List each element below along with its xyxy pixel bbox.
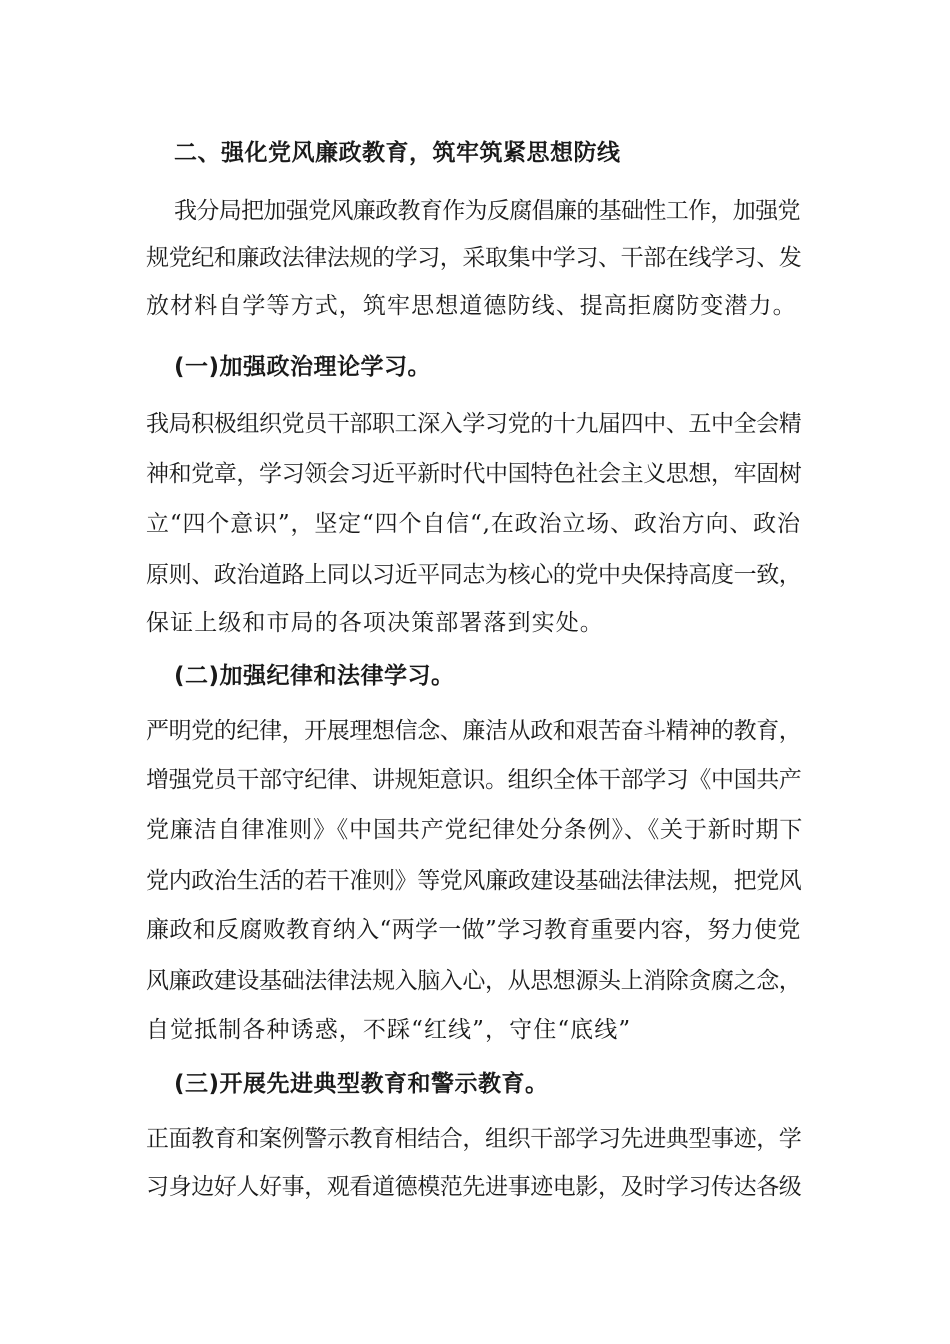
paragraph-line: 正面教育和案例警示教育相结合，组织干部学习先进典型事迹，学: [146, 1126, 802, 1152]
intro-paragraph-line: 规党纪和廉政法律法规的学习，采取集中学习、干部在线学习、发: [146, 245, 802, 271]
paragraph-line: 习身边好人好事，观看道德模范先进事迹电影，及时学习传达各级: [146, 1174, 802, 1200]
paragraph-line: 原则、政治道路上同以习近平同志为核心的党中央保持高度一致，: [146, 562, 802, 588]
paragraph-line: 严明党的纪律，开展理想信念、廉洁从政和艰苦奋斗精神的教育，: [146, 718, 802, 744]
paragraph-line: 我局积极组织党员干部职工深入学习党的十九届四中、五中全会精: [146, 411, 802, 437]
paragraph-line: 神和党章，学习领会习近平新时代中国特色社会主义思想，牢固树: [146, 461, 802, 487]
subsection-heading-2: (二)加强纪律和法律学习。: [174, 663, 455, 689]
intro-paragraph-line: 我分局把加强党风廉政教育作为反腐倡廉的基础性工作，加强党: [174, 198, 800, 224]
subsection-heading-1: (一)加强政治理论学习。: [174, 354, 432, 380]
paragraph-line: 保证上级和市局的各项决策部署落到实处。: [146, 610, 604, 636]
subsection-heading-3: (三)开展先进典型教育和警示教育。: [174, 1071, 549, 1097]
intro-paragraph-line: 放材料自学等方式，筑牢思想道德防线、提高拒腐防变潜力。: [146, 293, 797, 319]
paragraph-line: 党内政治生活的若干准则》等党风廉政建设基础法律法规，把党风: [146, 868, 802, 894]
paragraph-line: 廉政和反腐败教育纳入“两学一做”学习教育重要内容，努力使党: [146, 917, 801, 943]
paragraph-line: 立“四个意识”，坚定“四个自信“,在政治立场、政治方向、政治: [146, 511, 801, 537]
paragraph-line: 党廉洁自律准则》《中国共产党纪律处分条例》、《关于新时期下: [146, 817, 804, 843]
paragraph-line: 风廉政建设基础法律法规入脑入心，从思想源头上消除贪腐之念，: [146, 968, 802, 994]
section-heading: 二、强化党风廉政教育，筑牢筑紧思想防线: [174, 140, 621, 166]
paragraph-line: 增强党员干部守纪律、讲规矩意识。组织全体干部学习《中国共产: [146, 767, 802, 793]
paragraph-line: 自觉抵制各种诱惑，不踩“红线”，守住“底线”: [146, 1017, 632, 1043]
